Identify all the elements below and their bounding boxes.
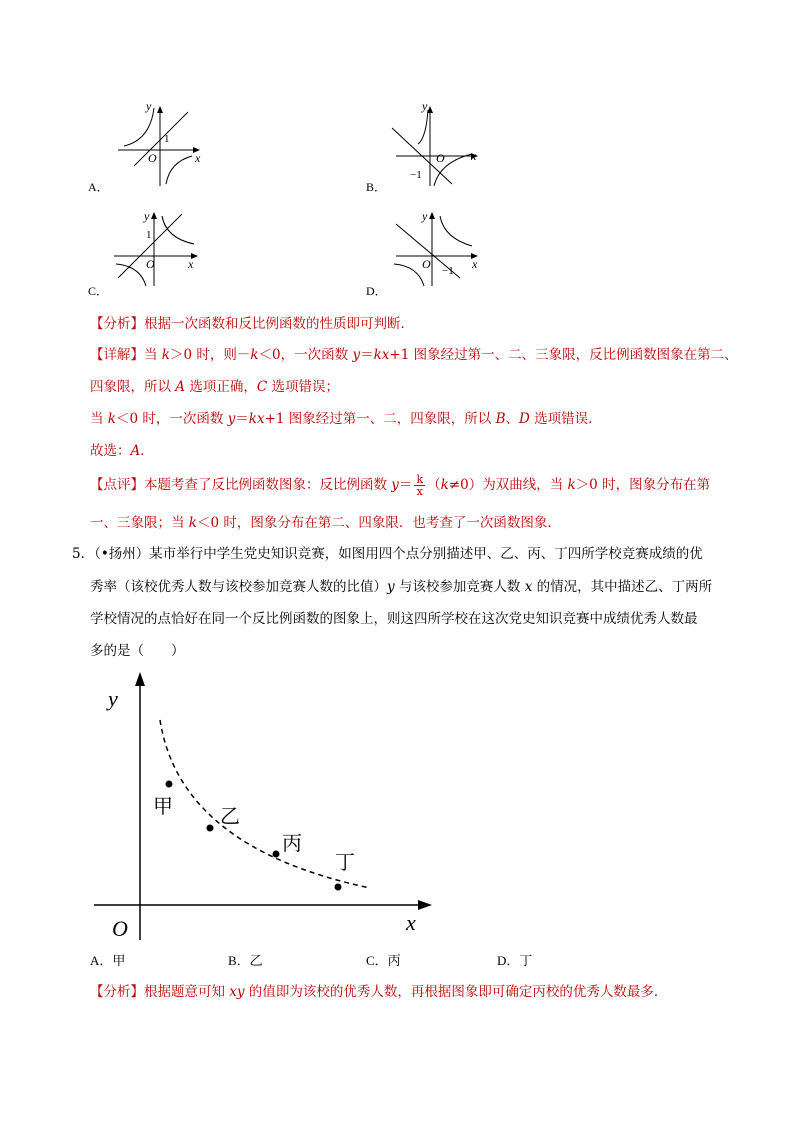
text-span: ＞0 时，图象分布在第: [575, 477, 711, 493]
text-span: 选项错误；: [267, 379, 339, 395]
var-y: y: [391, 477, 399, 493]
text-span: 的情况，其中描述乙、丁两所: [532, 579, 713, 595]
graph-b-y-label: y: [422, 100, 428, 113]
choice-a[interactable]: A．甲: [90, 953, 126, 968]
graph-b-intercept: −1: [410, 169, 422, 181]
text-span: +1 图象经过第一、二，四象限，所以: [264, 411, 496, 427]
graph-c: [110, 208, 210, 288]
answer-line: [90, 441, 154, 461]
graph-a-x-label: x: [195, 151, 201, 165]
text-span: 一、三象限；当: [90, 515, 189, 531]
text-span: 的值即为该校的优秀人数，再根据图象即可确定丙校的优秀人数最多．: [244, 984, 668, 1000]
fraction-numerator: k: [416, 473, 424, 486]
text-span: ＝: [360, 347, 374, 363]
graph-d-intercept: −1: [442, 265, 454, 277]
text-span: ．: [140, 443, 154, 459]
detail-line-2: [90, 377, 339, 397]
graph-c-label: C．: [88, 284, 109, 298]
detail-line-1: [90, 345, 738, 365]
text-span: ＜0 时，图象分布在第二、四象限．也考查了一次函数图象．: [196, 515, 561, 531]
graph-a: [110, 100, 210, 190]
text-span: +1 图象经过第一、二、三象限，反比例函数图象在第二、: [389, 347, 738, 363]
graph-a-label: A．: [88, 180, 109, 194]
figure-x-label: x: [406, 910, 416, 935]
figure-origin: O: [112, 916, 128, 941]
graph-b-x-label: x: [471, 149, 477, 163]
point-yi: [207, 825, 214, 832]
label-bing: 丙: [282, 833, 302, 855]
var-y: y: [387, 579, 395, 595]
var-k: k: [161, 347, 170, 363]
var-y: y: [352, 347, 361, 363]
figure-y-label: y: [108, 686, 118, 711]
graph-c-intercept: 1: [146, 229, 152, 241]
answer-value: A: [130, 443, 141, 459]
text-span: 与该校参加竞赛人数: [394, 579, 525, 595]
text-span: 四象限，所以: [90, 379, 176, 395]
text-span: 当: [144, 347, 162, 363]
graph-d-origin: O: [422, 257, 431, 271]
text-span: （: [427, 477, 441, 493]
graph-d: [388, 208, 488, 288]
var-x: x: [524, 579, 533, 595]
comment-tag: 【点评】: [90, 477, 144, 493]
graph-d-label: D．: [366, 284, 387, 298]
question-5-line-4: 多的是（ ）: [90, 643, 185, 659]
text-span: 选项正确，: [185, 379, 257, 395]
graph-c-x-label: x: [188, 257, 194, 271]
var-k: k: [567, 477, 576, 493]
var-k: k: [107, 411, 116, 427]
var-k: k: [440, 477, 449, 493]
text-span: ＝: [398, 477, 413, 493]
var-k: k: [250, 347, 259, 363]
var-kx: kx: [373, 347, 390, 363]
var-kx: kx: [248, 411, 265, 427]
graph-c-y-label: y: [144, 209, 150, 223]
text-span: ≠0）为双曲线，当: [448, 477, 568, 493]
var-k: k: [188, 515, 197, 531]
var-xy: xy: [229, 984, 245, 1000]
var-D: D: [519, 411, 530, 427]
comment-line-1: [90, 472, 710, 498]
detail-tag: 【详解】: [90, 347, 144, 363]
text-span: ＞0 时，则－: [169, 347, 251, 363]
graph-b-label: B．: [366, 180, 387, 194]
question-5-line-2: [90, 577, 712, 597]
choice-c[interactable]: C．丙: [366, 953, 401, 968]
var-B: B: [495, 411, 506, 427]
detail-line-3: [90, 409, 602, 429]
point-ding: [335, 884, 342, 891]
graph-d-x-label: x: [472, 257, 478, 271]
text-span: 根据题意可知: [144, 984, 230, 1000]
fraction-denominator: x: [416, 485, 423, 498]
graph-d-y-label: y: [422, 209, 428, 223]
graph-a-intercept: 1: [164, 133, 170, 145]
text-span: ＜0 时，一次函数: [115, 411, 228, 427]
text-span: 本题考查了反比例函数图象：反比例函数: [144, 477, 392, 493]
label-ding: 丁: [335, 852, 355, 874]
text-span: 秀率（该校优秀人数与该校参加竞赛人数的比值）: [90, 579, 387, 595]
analysis-line: [90, 314, 414, 334]
graph-b-origin: O: [436, 151, 445, 165]
fraction-k-over-x: [414, 474, 425, 497]
graph-a-origin: O: [148, 151, 157, 165]
label-jia: 甲: [153, 796, 173, 818]
choice-b[interactable]: B．乙: [228, 953, 263, 968]
text-span: 当: [90, 411, 108, 427]
var-A: A: [175, 379, 186, 395]
analysis-text: 根据一次函数和反比例函数的性质即可判断．: [144, 316, 414, 332]
graph-a-y-label: y: [146, 100, 152, 113]
var-y: y: [227, 411, 236, 427]
point-jia: [166, 781, 173, 788]
question-5-figure: [90, 668, 450, 948]
analysis-tag: 【分析】: [90, 316, 144, 332]
answer-prefix: 故选：: [90, 443, 131, 459]
choice-d[interactable]: D．丁: [497, 953, 533, 968]
label-yi: 乙: [220, 806, 240, 828]
text-span: 、: [505, 411, 519, 427]
analysis-2-tag: 【分析】: [90, 984, 144, 1000]
text-span: ＝: [235, 411, 249, 427]
graph-c-origin: O: [146, 257, 155, 271]
comment-line-2: [90, 513, 561, 533]
text-span: 选项错误．: [529, 411, 602, 427]
question-5-line-3: 学校情况的点恰好在同一个反比例函数的图象上，则这四所学校在这次党史知识竞赛中成绩优秀人数最: [90, 611, 698, 627]
question-5-line-1: 5．（•扬州）某市举行中学生党史知识竞赛，如图用四个点分别描述甲、乙、丙、丁四所学校竞赛成绩的优: [72, 546, 703, 562]
text-span: ＜0，一次函数: [258, 347, 353, 363]
graph-b: [388, 100, 488, 190]
var-C: C: [256, 379, 268, 395]
point-bing: [273, 851, 280, 858]
analysis-2-line: [90, 982, 667, 1002]
